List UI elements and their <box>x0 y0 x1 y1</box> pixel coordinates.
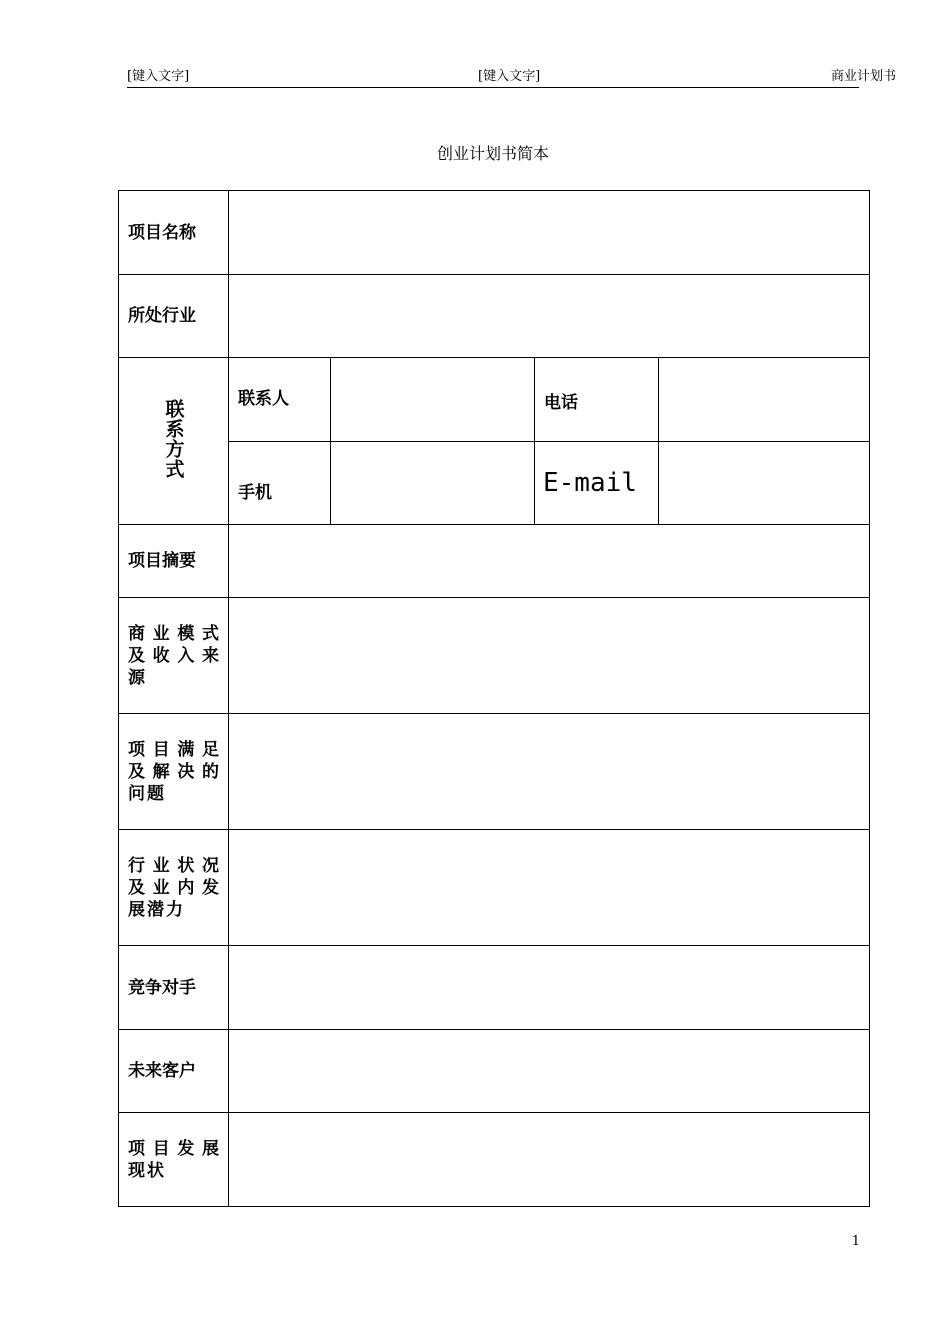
email-label: E-mail <box>535 442 659 525</box>
contact-person-field[interactable] <box>331 358 535 442</box>
competitors-label: 竞争对手 <box>119 946 229 1030</box>
competitors-field[interactable] <box>229 946 870 1030</box>
row-development <box>119 1113 870 1207</box>
industry-field[interactable] <box>229 275 870 358</box>
industry-status-field[interactable] <box>229 830 870 946</box>
project-name-field[interactable] <box>229 191 870 275</box>
industry-label: 所处行业 <box>119 275 229 358</box>
row-project-name <box>119 191 870 275</box>
business-plan-form <box>118 190 870 1207</box>
header-rule <box>127 87 859 88</box>
phone-field[interactable] <box>659 358 870 442</box>
summary-field[interactable] <box>229 525 870 598</box>
header-center-placeholder: [键入文字] <box>478 69 541 84</box>
row-customers <box>119 1030 870 1113</box>
business-model-label: 商业模式及收入来源 <box>119 598 229 714</box>
row-contact-2 <box>119 442 870 525</box>
row-problem <box>119 714 870 830</box>
row-business-model <box>119 598 870 714</box>
contact-label-cell <box>119 358 229 525</box>
mobile-label: 手机 <box>229 442 331 525</box>
document-title: 创业计划书简本 <box>436 144 549 163</box>
industry-status-label: 行业状况及业内发展潜力 <box>119 830 229 946</box>
email-field[interactable] <box>659 442 870 525</box>
problem-field[interactable] <box>229 714 870 830</box>
problem-label: 项目满足及解决的问题 <box>119 714 229 830</box>
row-contact-1 <box>119 358 870 442</box>
row-industry-status <box>119 830 870 946</box>
customers-field[interactable] <box>229 1030 870 1113</box>
phone-label: 电话 <box>535 358 659 442</box>
customers-label: 未来客户 <box>119 1030 229 1113</box>
row-industry <box>119 275 870 358</box>
page-number: 1 <box>851 1234 860 1249</box>
mobile-field[interactable] <box>331 442 535 525</box>
summary-label: 项目摘要 <box>119 525 229 598</box>
development-field[interactable] <box>229 1113 870 1207</box>
project-name-label: 项目名称 <box>119 191 229 275</box>
row-competitors <box>119 946 870 1030</box>
contact-person-label: 联系人 <box>229 358 331 442</box>
header-right-title: 商业计划书 <box>830 69 896 84</box>
development-label: 项目发展现状 <box>119 1113 229 1207</box>
contact-label: 联系方式 <box>162 399 185 479</box>
header-left-placeholder: [键入文字] <box>127 69 190 84</box>
row-summary <box>119 525 870 598</box>
business-model-field[interactable] <box>229 598 870 714</box>
